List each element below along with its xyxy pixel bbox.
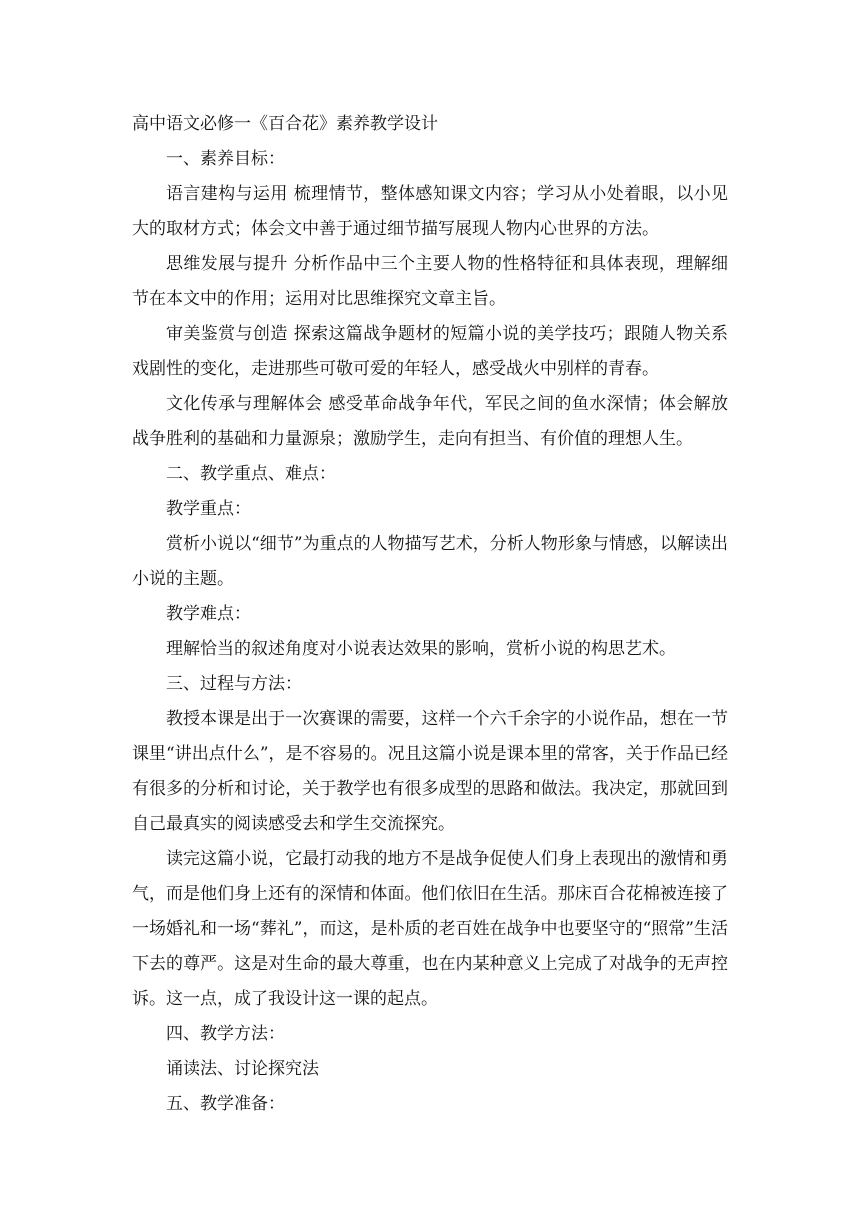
methods-text: 诵读法、讨论探究法 <box>166 1059 319 1079</box>
goal-language <box>132 177 728 247</box>
goal-lead: 语言建构与运用 <box>166 184 288 204</box>
goal-lead: 思维发展与提升 <box>166 254 288 274</box>
goal-text: 探索这篇战争题材的短篇小说的美学技巧；跟随人物关系戏剧性的变化，走进那些可敬可爱的年轻人，感受战火中别样的青春。 <box>132 324 729 379</box>
key-point-label: 教学重点： <box>166 499 251 519</box>
process-paragraph-1: 教授本课是出于一次赛课的需要，这样一个六千余字的小说作品，想在一节课里“讲出点什么”，是不容易的。况且这篇小说是课本里的常客，关于作品已经有很多的分析和讨论，关于教学也有很多成型的思路和做法。我决定，那就回到自己最真实的阅读感受去和学生交流探究。 <box>132 709 728 834</box>
difficulty-label: 教学难点： <box>166 604 251 624</box>
goal-lead: 文化传承与理解体会 <box>166 394 323 414</box>
section-heading-goals: 一、素养目标： <box>166 149 285 169</box>
goal-thinking <box>132 247 728 317</box>
document-title: 高中语文必修一《百合花》素养教学设计 <box>132 114 438 134</box>
goal-aesthetic <box>132 317 728 387</box>
difficulty-text: 理解恰当的叙述角度对小说表达效果的影响，赏析小说的构思艺术。 <box>166 639 676 659</box>
goal-culture <box>132 387 728 457</box>
section-heading-process: 三、过程与方法： <box>166 674 302 694</box>
key-point-text: 赏析小说以“细节”为重点的人物描写艺术，分析人物形象与情感，以解读出小说的主题。 <box>132 534 728 589</box>
goal-lead: 审美鉴赏与创造 <box>166 324 288 344</box>
section-heading-preparation: 五、教学准备： <box>166 1094 285 1114</box>
section-heading-methods: 四、教学方法： <box>166 1024 285 1044</box>
goal-text: 梳理情节，整体感知课文内容；学习从小处着眼，以小见大的取材方式；体会文中善于通过细节描写展现人物内心世界的方法。 <box>132 184 729 239</box>
goal-text: 分析作品中三个主要人物的性格特征和具体表现，理解细节在本文中的作用；运用对比思维探究文章主旨。 <box>132 254 729 309</box>
section-heading-key-points: 二、教学重点、难点： <box>166 464 336 484</box>
process-paragraph-2: 读完这篇小说，它最打动我的地方不是战争促使人们身上表现出的激情和勇气，而是他们身上还有的深情和体面。他们依旧在生活。那床百合花棉被连接了一场婚礼和一场“葬礼”，而这，是朴质的老百姓在战争中也要坚守的“照常”生活下去的尊严。这是对生命的最大尊重，也在内某种意义上完成了对战争的无声控诉。这一点，成了我设计这一课的起点。 <box>132 849 728 1009</box>
document-body <box>132 106 728 1122</box>
goal-text: 感受革命战争年代，军民之间的鱼水深情；体会解放战争胜利的基础和力量源泉；激励学生，走向有担当、有价值的理想人生。 <box>132 394 728 449</box>
